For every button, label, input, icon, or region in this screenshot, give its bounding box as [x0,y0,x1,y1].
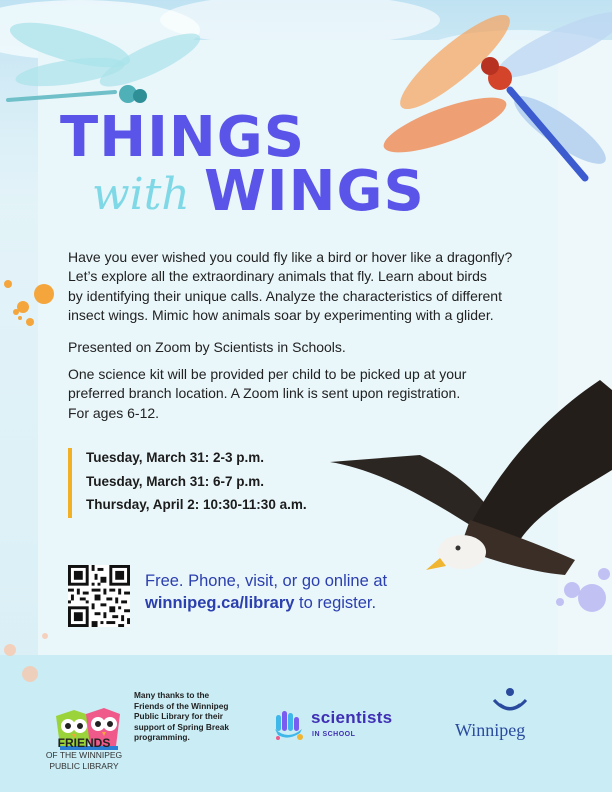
friends-subtitle-line: PUBLIC LIBRARY [49,761,119,771]
title-line-2: WINGS [204,159,425,224]
kit-paragraph [68,365,548,423]
title-line-1: THINGS [60,105,306,170]
friends-subtitle [34,750,134,772]
kit-line: For ages 6-12. [68,404,160,421]
thanks-line: Public Library for their [134,711,223,721]
thanks-line: Many thanks to the [134,690,210,700]
cta-rest: to register. [294,594,377,612]
presented-text: Presented on Zoom by Scientists in Schools. [68,339,346,355]
cta-line-2 [145,594,376,613]
thanks-line: support of Spring Break [134,721,229,732]
schedule-item: Tuesday, March 31: 2-3 p.m. [86,450,265,465]
thanks-line: programming. [134,732,190,742]
title-with: with [92,169,190,220]
friends-name: FRIENDS [57,736,111,750]
cta-text: Free. Phone, visit, or go online at [145,572,388,590]
friends-subtitle-line: OF THE WINNIPEG [45,750,123,760]
dragonfly-blue-icon [6,13,206,103]
qr-code-icon[interactable] [68,565,130,627]
winnipeg-wordmark: Winnipeg [455,720,526,740]
scientists-hand-logo [272,707,306,741]
scientists-subtitle: IN SCHOOL [312,731,356,738]
schedule-accent-bar [68,448,72,518]
description-line: Let’s explore all the extraordinary animals that fly. Learn about birds [68,268,487,285]
kit-line: One science kit will be provided per child to be picked up at your [68,366,467,382]
orange-dots [4,280,54,682]
scientists-name: scientists [311,708,393,727]
schedule-item: Thursday, April 2: 10:30-11:30 a.m. [86,497,307,512]
dragonfly-colorful-icon [378,1,612,178]
friends-owls-logo [48,672,128,792]
description-line: by identifying their unique calls. Analyze the characteristics of different [68,287,502,304]
description-line: Have you ever wished you could fly like a bird or hover like a dragonfly? [68,249,513,265]
thanks-text [134,690,254,743]
kit-line: preferred branch location. A Zoom link is sent upon registration. [68,385,461,402]
description-line: insect wings. Mimic how animals soar by experimenting with a glider. [68,306,494,323]
library-link[interactable]: winnipeg.ca/library [145,594,295,612]
winnipeg-logo [488,682,532,720]
schedule-item: Tuesday, March 31: 6-7 p.m. [86,474,265,489]
thanks-line: Friends of the Winnipeg [134,700,229,711]
description-paragraph [68,248,548,325]
